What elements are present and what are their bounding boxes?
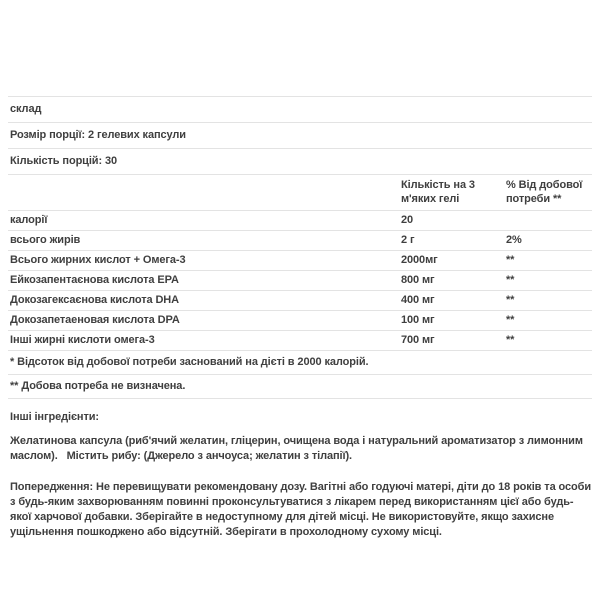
other-ingredients-text: Желатинова капсула (риб'ячий желатин, гліцерин, очищена вода і натуральний ароматизатор з лимонним маслом). Містить рибу: (Джерело з анчоуса; желатин з тілапії).	[10, 435, 586, 462]
nutrient-amount: 700 мг	[401, 334, 435, 346]
table-row	[8, 310, 592, 330]
table-row	[8, 330, 592, 350]
nutrient-dv: 2%	[506, 234, 522, 246]
servings-per-container: Кількість порцій: 30	[10, 155, 118, 167]
nutrient-label: Всього жирних кислот + Омега-3	[10, 254, 186, 266]
nutrient-amount: 20	[401, 214, 414, 226]
nutrient-label: калорії	[10, 214, 48, 226]
column-header-daily-value: % Від добової потреби **	[506, 179, 583, 205]
nutrient-dv: **	[506, 274, 515, 286]
nutrient-dv: **	[506, 334, 515, 346]
nutrient-label: Докозапетаеновая кислота DPA	[10, 314, 180, 326]
nutrient-dv: **	[506, 254, 515, 266]
table-row	[8, 250, 592, 270]
footnote-daily-value-basis: * Відсоток від добової потреби заснований на дієті в 2000 калорій.	[10, 356, 369, 368]
table-row	[8, 230, 592, 250]
nutrient-label: всього жирів	[10, 234, 81, 246]
footnote-dv-not-established: ** Добова потреба не визначена.	[10, 380, 186, 392]
nutrient-amount: 400 мг	[401, 294, 435, 306]
nutrient-amount: 800 мг	[401, 274, 435, 286]
nutrient-amount: 100 мг	[401, 314, 435, 326]
warnings-text: Попередження: Не перевищувати рекомендовану дозу. Вагітні або годуючі матері, діти до 18 років та особи з будь-яким захворюванням повинні проконсультуватися з лікарем перед використанням цієї або будь-якої харчової добавки. Зберігайте в недоступному для дітей місці. Не використовуйте, якщо захисне ущільнення пошкоджено або відсутній. Зберігати в прохолодному сухому місці.	[10, 481, 594, 538]
nutrient-dv: **	[506, 314, 515, 326]
table-title-row	[8, 96, 592, 122]
nutrient-label: Інші жирні кислоти омега-3	[10, 334, 155, 346]
table-row	[8, 290, 592, 310]
table-row	[8, 270, 592, 290]
other-ingredients-heading: Інші інгредієнти:	[10, 411, 99, 423]
table-title: склад	[10, 103, 42, 115]
nutrient-amount: 2000мг	[401, 254, 438, 266]
serving-size: Розмір порції: 2 гелевих капсули	[10, 129, 186, 141]
supplement-facts-panel	[8, 96, 592, 540]
table-header-row	[8, 174, 592, 210]
table-row	[8, 210, 592, 230]
servings-per-container-row	[8, 148, 592, 174]
nutrient-label: Докозагексаєнова кислота DHA	[10, 294, 179, 306]
supplement-facts-table	[8, 96, 592, 399]
footnote-row	[8, 350, 592, 374]
nutrient-label: Ейкозапентаєнова кислота EPA	[10, 274, 179, 286]
serving-size-row	[8, 122, 592, 148]
nutrient-amount: 2 г	[401, 234, 415, 246]
footnote-row	[8, 374, 592, 399]
nutrient-dv: **	[506, 294, 515, 306]
column-header-amount: Кількість на 3 м'яких гелі	[401, 179, 475, 205]
